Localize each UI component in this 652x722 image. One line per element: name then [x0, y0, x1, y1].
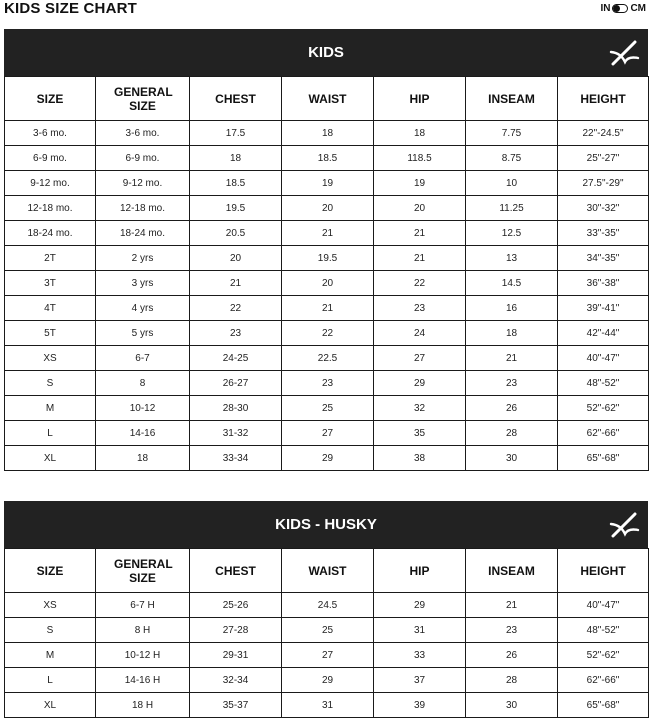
table-cell: 21 — [374, 221, 466, 246]
column-header: HEIGHT — [558, 77, 649, 121]
table-cell: 29 — [282, 668, 374, 693]
husky-header-row — [5, 549, 649, 593]
table-cell: 24.5 — [282, 593, 374, 618]
table-cell: 4T — [5, 296, 96, 321]
table-cell: 62"-66" — [558, 421, 649, 446]
table-cell: 10-12 H — [96, 643, 190, 668]
table-cell: 8 H — [96, 618, 190, 643]
table-cell: 18-24 mo. — [5, 221, 96, 246]
table-cell: 13 — [466, 246, 558, 271]
table-cell: 19.5 — [282, 246, 374, 271]
table-cell: 9-12 mo. — [96, 171, 190, 196]
table-cell: 40"-47" — [558, 593, 649, 618]
table-cell: 21 — [282, 221, 374, 246]
table-cell: 23 — [282, 371, 374, 396]
table-cell: 27 — [282, 421, 374, 446]
table-row — [5, 221, 649, 246]
table-cell: 6-9 mo. — [96, 146, 190, 171]
table-cell: 11.25 — [466, 196, 558, 221]
table-cell: 29 — [374, 371, 466, 396]
column-header: CHEST — [190, 549, 282, 593]
table-row — [5, 593, 649, 618]
table-row — [5, 296, 649, 321]
table-cell: 18-24 mo. — [96, 221, 190, 246]
brand-logo-icon — [608, 37, 640, 67]
toggle-knob — [613, 5, 620, 12]
table-cell: 52"-62" — [558, 396, 649, 421]
table-cell: 18.5 — [190, 171, 282, 196]
table-cell: 6-7 — [96, 346, 190, 371]
table-cell: 29-31 — [190, 643, 282, 668]
table-cell: 8 — [96, 371, 190, 396]
husky-section-title: KIDS - HUSKY — [275, 516, 377, 533]
table-cell: 31 — [374, 618, 466, 643]
column-header: HEIGHT — [558, 549, 649, 593]
table-cell: 25-26 — [190, 593, 282, 618]
table-cell: 35-37 — [190, 693, 282, 718]
kids-section-title: KIDS — [308, 44, 344, 61]
table-row — [5, 396, 649, 421]
table-cell: 23 — [190, 321, 282, 346]
table-cell: 27-28 — [190, 618, 282, 643]
table-cell: 21 — [466, 346, 558, 371]
table-cell: 23 — [466, 371, 558, 396]
table-cell: 17.5 — [190, 121, 282, 146]
table-row — [5, 668, 649, 693]
table-cell: 32 — [374, 396, 466, 421]
unit-in-label: IN — [600, 3, 611, 14]
column-header: HIP — [374, 549, 466, 593]
table-cell: 18 — [190, 146, 282, 171]
table-cell: 8.75 — [466, 146, 558, 171]
table-cell: 118.5 — [374, 146, 466, 171]
table-cell: 12.5 — [466, 221, 558, 246]
table-cell: S — [5, 618, 96, 643]
table-cell: 4 yrs — [96, 296, 190, 321]
table-cell: 28 — [466, 668, 558, 693]
table-row — [5, 618, 649, 643]
table-row — [5, 693, 649, 718]
table-cell: 38 — [374, 446, 466, 471]
table-cell: 10-12 — [96, 396, 190, 421]
table-row — [5, 246, 649, 271]
table-cell: 29 — [374, 593, 466, 618]
table-cell: 20 — [282, 271, 374, 296]
table-cell: 28-30 — [190, 396, 282, 421]
table-row — [5, 446, 649, 471]
table-cell: 31 — [282, 693, 374, 718]
table-cell: 65"-68" — [558, 446, 649, 471]
table-cell: 12-18 mo. — [96, 196, 190, 221]
table-cell: 33 — [374, 643, 466, 668]
table-cell: XS — [5, 593, 96, 618]
table-cell: 16 — [466, 296, 558, 321]
unit-toggle[interactable] — [600, 3, 646, 14]
table-cell: 18 — [374, 121, 466, 146]
column-header: SIZE — [5, 77, 96, 121]
table-cell: 23 — [466, 618, 558, 643]
table-cell: 39"-41" — [558, 296, 649, 321]
table-cell: 21 — [282, 296, 374, 321]
table-cell: 25 — [282, 618, 374, 643]
table-cell: 23 — [374, 296, 466, 321]
table-cell: 32-34 — [190, 668, 282, 693]
table-cell: 48"-52" — [558, 371, 649, 396]
table-row — [5, 146, 649, 171]
table-cell: 25 — [282, 396, 374, 421]
table-cell: 10 — [466, 171, 558, 196]
table-row — [5, 196, 649, 221]
table-cell: 48"-52" — [558, 618, 649, 643]
table-cell: 22 — [374, 271, 466, 296]
table-cell: 22 — [282, 321, 374, 346]
table-cell: 30 — [466, 693, 558, 718]
table-cell: 18 — [466, 321, 558, 346]
table-cell: 26-27 — [190, 371, 282, 396]
table-cell: L — [5, 421, 96, 446]
table-cell: 5T — [5, 321, 96, 346]
table-cell: 22.5 — [282, 346, 374, 371]
table-cell: 21 — [190, 271, 282, 296]
table-cell: 42"-44" — [558, 321, 649, 346]
table-cell: 65"-68" — [558, 693, 649, 718]
table-cell: 36"-38" — [558, 271, 649, 296]
column-header: HIP — [374, 77, 466, 121]
table-cell: 39 — [374, 693, 466, 718]
table-cell: 33"-35" — [558, 221, 649, 246]
table-cell: 30"-32" — [558, 196, 649, 221]
table-cell: 14-16 H — [96, 668, 190, 693]
table-cell: 25"-27" — [558, 146, 649, 171]
table-cell: 5 yrs — [96, 321, 190, 346]
table-cell: 14-16 — [96, 421, 190, 446]
brand-logo-icon — [608, 509, 640, 539]
table-cell: 18.5 — [282, 146, 374, 171]
table-cell: 21 — [466, 593, 558, 618]
table-row — [5, 171, 649, 196]
table-cell: 29 — [282, 446, 374, 471]
column-header: WAIST — [282, 77, 374, 121]
table-cell: 3T — [5, 271, 96, 296]
table-cell: 52"-62" — [558, 643, 649, 668]
table-row — [5, 643, 649, 668]
table-cell: 12-18 mo. — [5, 196, 96, 221]
table-cell: 40"-47" — [558, 346, 649, 371]
table-cell: 14.5 — [466, 271, 558, 296]
table-row — [5, 346, 649, 371]
column-header: SIZE — [5, 549, 96, 593]
table-cell: 34"-35" — [558, 246, 649, 271]
table-cell: 26 — [466, 396, 558, 421]
kids-section — [4, 29, 648, 471]
table-cell: 21 — [374, 246, 466, 271]
table-cell: 18 — [96, 446, 190, 471]
table-cell: 6-7 H — [96, 593, 190, 618]
husky-section — [4, 501, 648, 718]
column-header: INSEAM — [466, 549, 558, 593]
table-row — [5, 321, 649, 346]
table-cell: 19.5 — [190, 196, 282, 221]
column-header: GENERAL SIZE — [96, 77, 190, 121]
table-cell: XL — [5, 693, 96, 718]
husky-section-header — [4, 501, 648, 548]
table-cell: S — [5, 371, 96, 396]
table-cell: M — [5, 643, 96, 668]
table-cell: 31-32 — [190, 421, 282, 446]
table-cell: 24-25 — [190, 346, 282, 371]
table-cell: 19 — [374, 171, 466, 196]
table-cell: 18 H — [96, 693, 190, 718]
table-cell: 30 — [466, 446, 558, 471]
table-cell: 27 — [374, 346, 466, 371]
toggle-switch[interactable] — [612, 4, 628, 13]
table-cell: 33-34 — [190, 446, 282, 471]
table-cell: 3 yrs — [96, 271, 190, 296]
table-cell: 26 — [466, 643, 558, 668]
table-row — [5, 271, 649, 296]
kids-size-table — [4, 76, 649, 471]
table-cell: 7.75 — [466, 121, 558, 146]
table-cell: 22 — [190, 296, 282, 321]
table-cell: 20 — [282, 196, 374, 221]
table-cell: 20.5 — [190, 221, 282, 246]
column-header: INSEAM — [466, 77, 558, 121]
table-cell: 35 — [374, 421, 466, 446]
table-cell: L — [5, 668, 96, 693]
page-title: KIDS SIZE CHART — [4, 0, 138, 17]
table-row — [5, 121, 649, 146]
table-cell: 27 — [282, 643, 374, 668]
table-row — [5, 371, 649, 396]
table-cell: 62"-66" — [558, 668, 649, 693]
husky-size-table — [4, 548, 649, 718]
table-cell: XS — [5, 346, 96, 371]
table-cell: XL — [5, 446, 96, 471]
table-cell: 19 — [282, 171, 374, 196]
table-cell: 22"-24.5" — [558, 121, 649, 146]
table-cell: 3-6 mo. — [5, 121, 96, 146]
column-header: GENERAL SIZE — [96, 549, 190, 593]
table-cell: 3-6 mo. — [96, 121, 190, 146]
column-header: CHEST — [190, 77, 282, 121]
table-cell: 20 — [190, 246, 282, 271]
table-cell: 27.5"-29" — [558, 171, 649, 196]
table-cell: 24 — [374, 321, 466, 346]
table-cell: 9-12 mo. — [5, 171, 96, 196]
table-cell: 2T — [5, 246, 96, 271]
kids-section-header — [4, 29, 648, 76]
kids-header-row — [5, 77, 649, 121]
column-header: WAIST — [282, 549, 374, 593]
table-row — [5, 421, 649, 446]
table-cell: 18 — [282, 121, 374, 146]
table-cell: 20 — [374, 196, 466, 221]
table-cell: 37 — [374, 668, 466, 693]
table-cell: 6-9 mo. — [5, 146, 96, 171]
unit-cm-label: CM — [630, 3, 646, 14]
table-cell: 28 — [466, 421, 558, 446]
table-cell: M — [5, 396, 96, 421]
table-cell: 2 yrs — [96, 246, 190, 271]
